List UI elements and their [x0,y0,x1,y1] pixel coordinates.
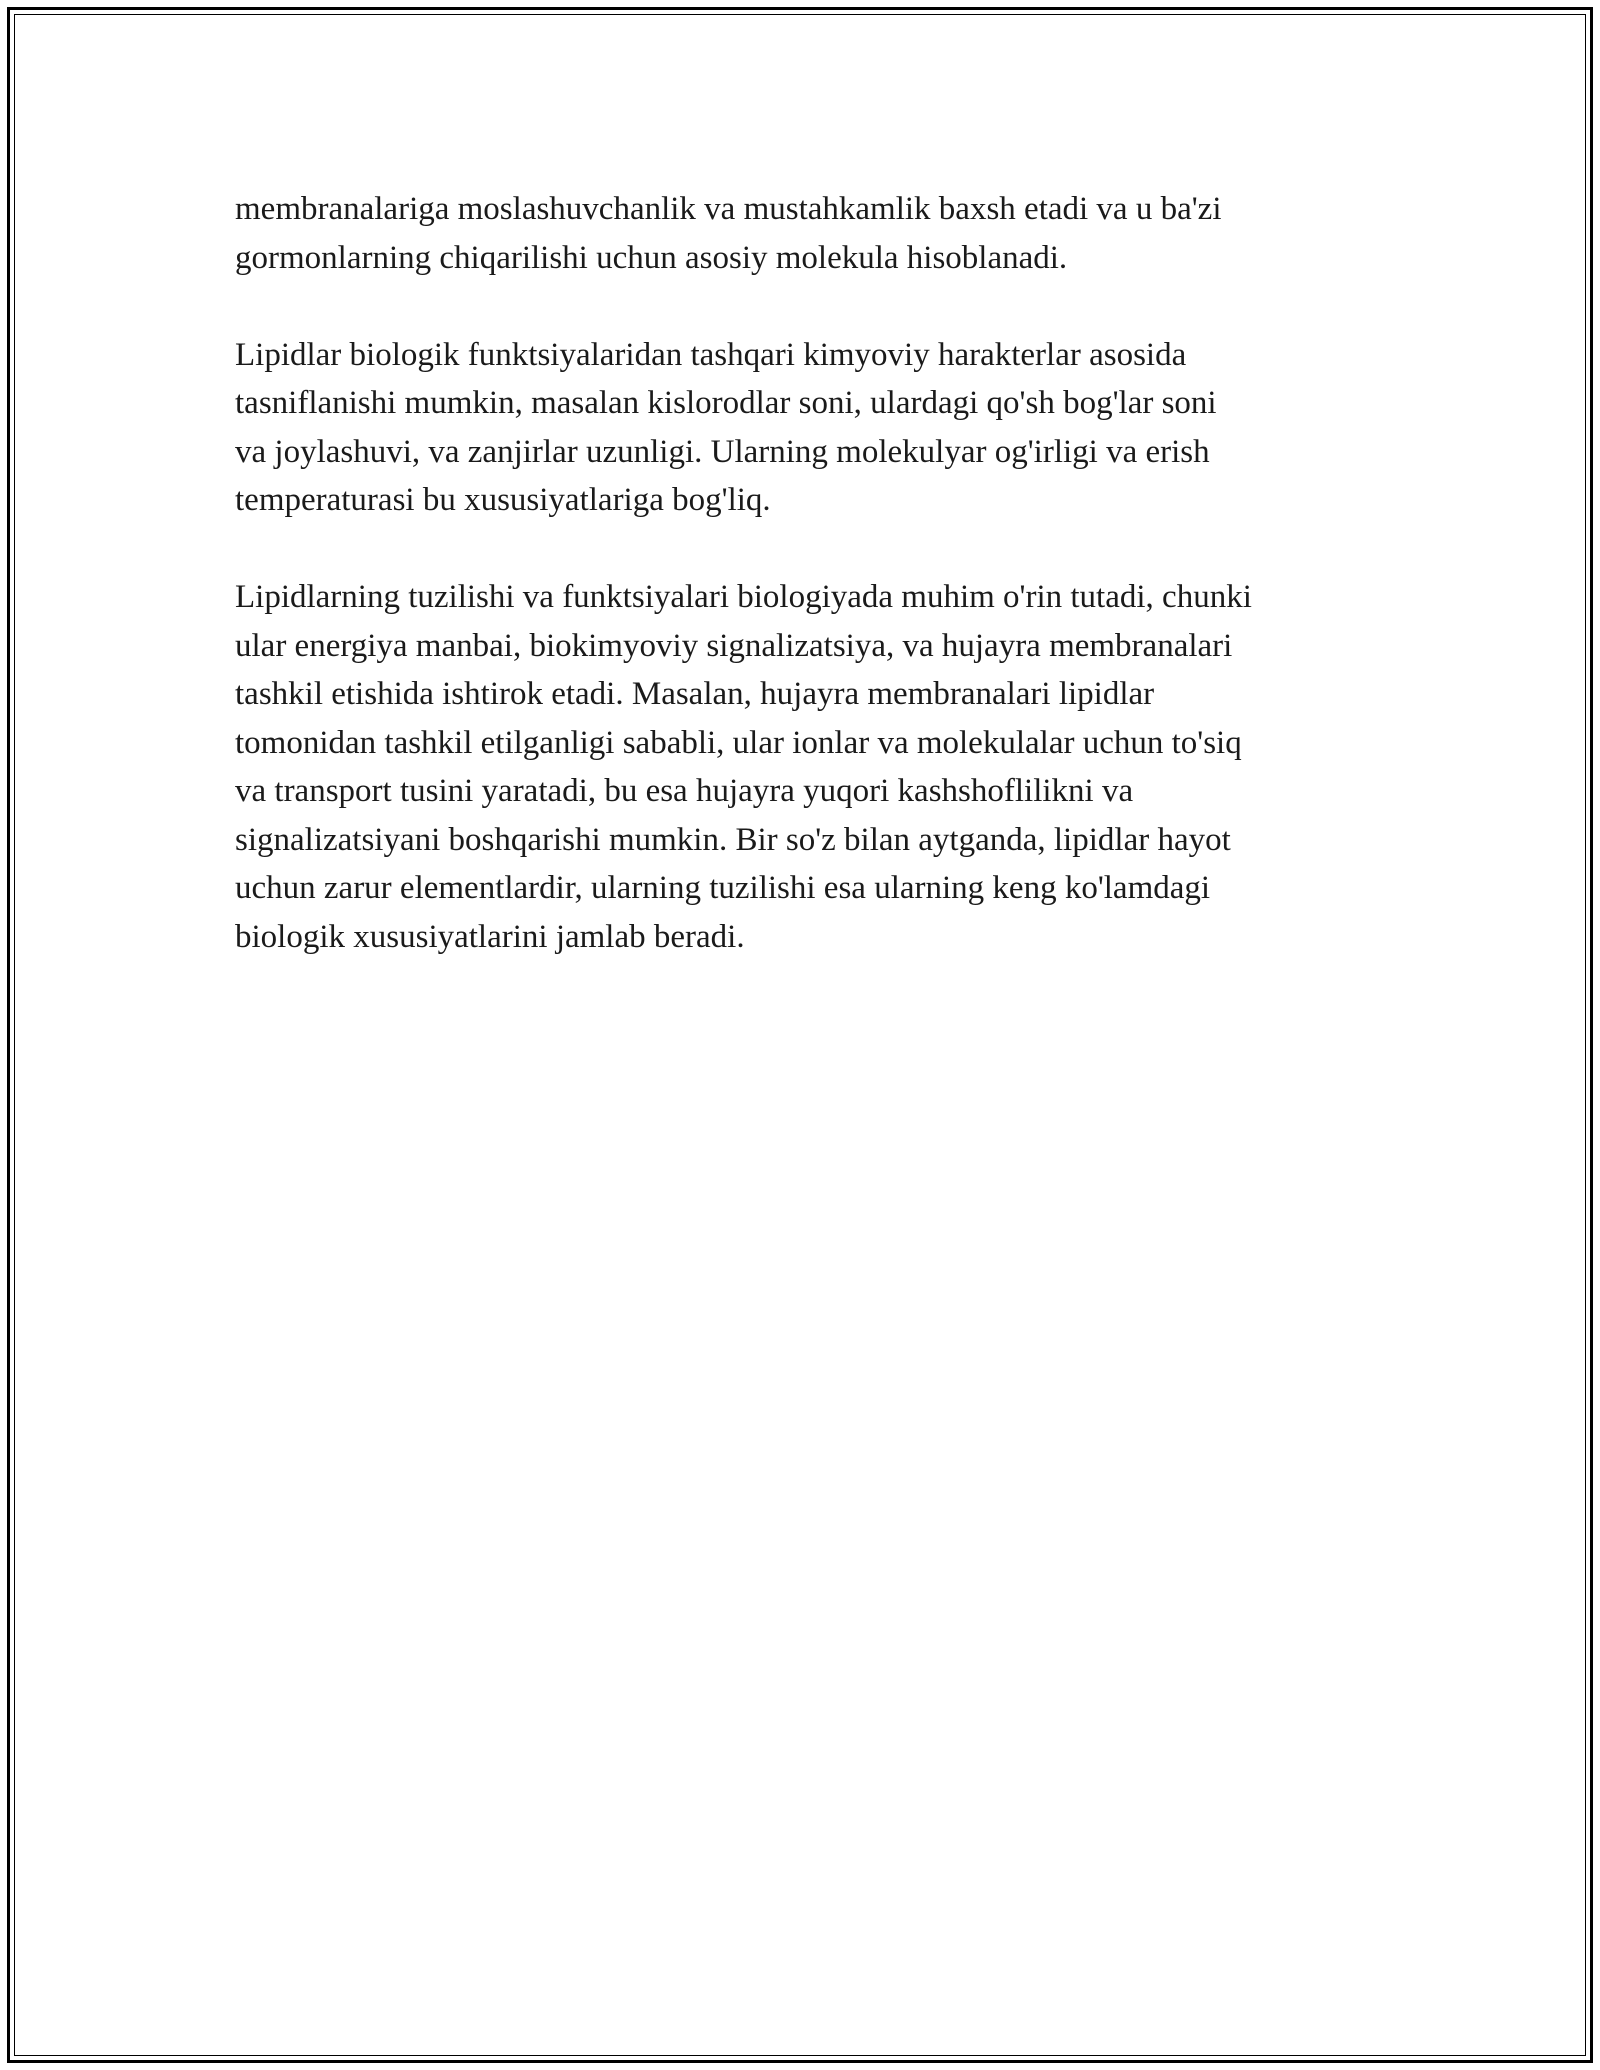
text-line: temperaturasi bu xususiyatlariga bog'liq. [235,482,771,518]
text-line: Lipidlarning tuzilishi va funktsiyalari biologiyada muhim o'rin tutadi, chunki [235,579,1252,615]
text-line: uchun zarur elementlardir, ularning tuzilishi esa ularning keng ko'lamdagi [235,870,1211,906]
text-line: gormonlarning chiqarilishi uchun asosiy molekula hisoblanadi. [235,239,1068,276]
text-line: tomonidan tashkil etilganligi sababli, ular ionlar va molekulalar uchun to'siq [235,724,1242,761]
text-line: va transport tusini yaratadi, bu esa hujayra yuqori kashshoflilikni va [235,773,1134,809]
text-line: membranalariga moslashuvchanlik va mustahkamlik baxsh etadi va u ba'zi [235,191,1222,227]
text-line: signalizatsiyani boshqarishi mumkin. Bir so'z bilan aytganda, lipidlar hayot [235,821,1231,858]
text-line: biologik xususiyatlarini jamlab beradi. [235,918,745,955]
document-body [235,185,1385,1010]
text-line: tashkil etishida ishtirok etadi. Masalan, hujayra membranalari lipidlar [235,676,1155,712]
paragraph-2 [235,331,1385,525]
text-line: ular energiya manbai, biokimyoviy signalizatsiya, va hujayra membranalari [235,627,1233,664]
paragraph-3 [235,573,1385,961]
paragraph-1 [235,185,1385,282]
text-line: Lipidlar biologik funktsiyalaridan tashqari kimyoviy harakterlar asosida [235,336,1187,373]
text-line: va joylashuvi, va zanjirlar uzunligi. Ularning molekulyar og'irligi va erish [235,433,1210,470]
text-line: tasniflanishi mumkin, masalan kislorodlar soni, ulardagi qo'sh bog'lar soni [235,385,1217,421]
